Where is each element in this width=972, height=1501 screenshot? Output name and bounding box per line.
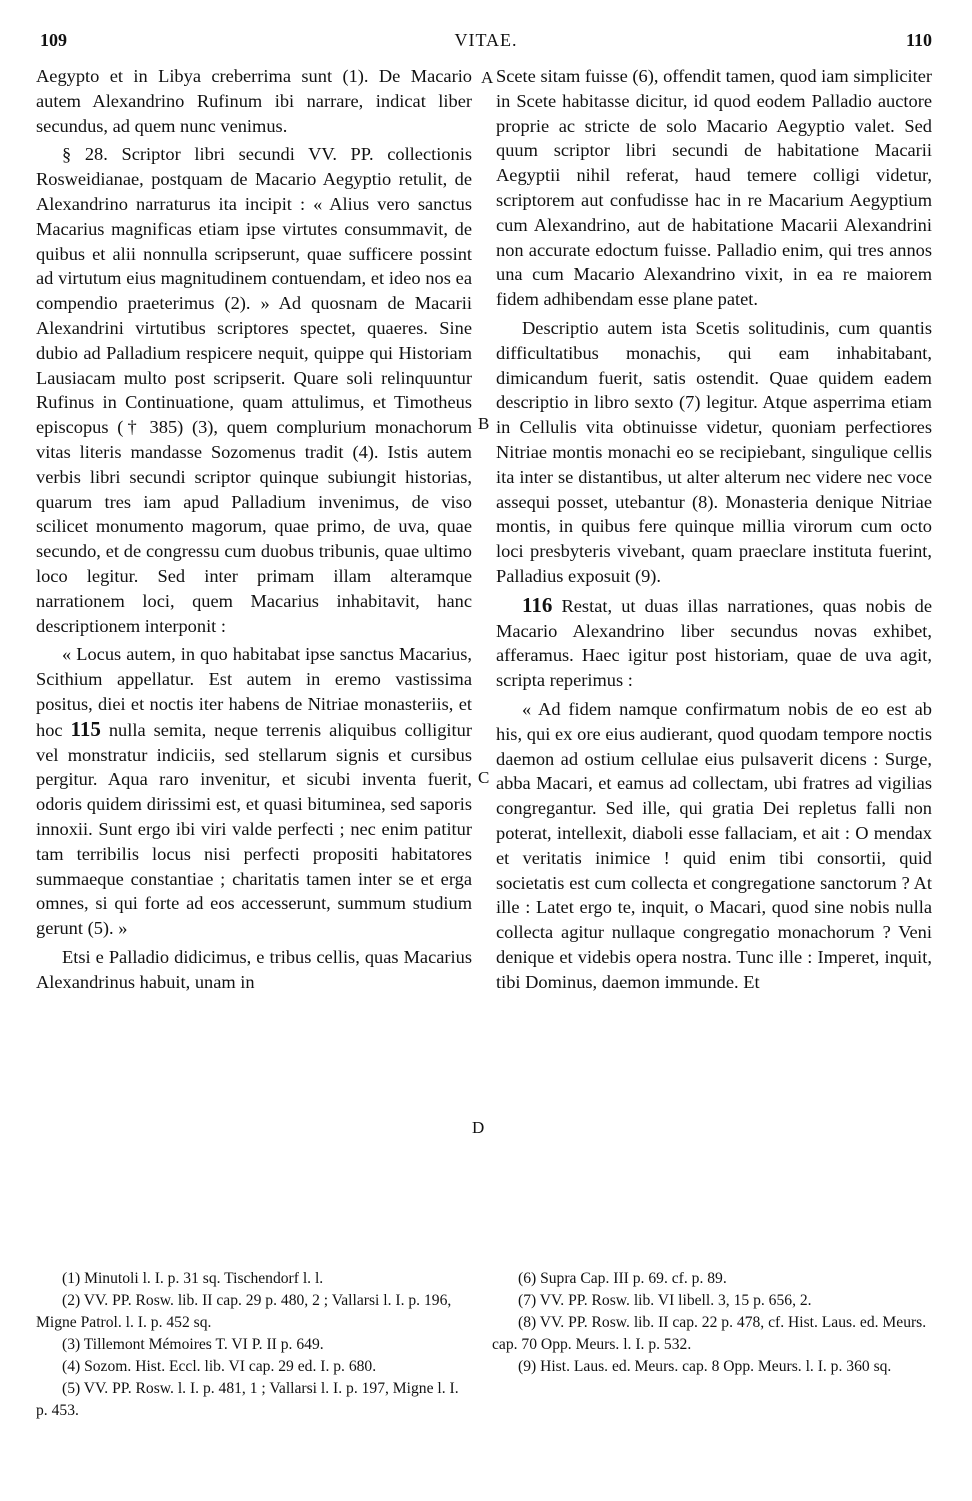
section-number-116: 116	[522, 592, 553, 617]
quote-part-a: « Locus autem, in quo habitabat ipse sanctus Macarius, Scithium appellatur. Est autem in eremo vastissima positus, diei et noctis iter habens de Nitriae monasteriis, et hoc	[36, 644, 472, 740]
footnote-8: (8) VV. PP. Rosw. lib. II cap. 22 p. 478, cf. Hist. Laus. ed. Meurs. cap. 70 Opp. Meurs. l. I. p. 532.	[492, 1314, 927, 1353]
footnote-7: (7) VV. PP. Rosw. lib. VI libell. 3, 15 p. 656, 2.	[518, 1292, 812, 1309]
left-paragraph-4: Etsi e Palladio didicimus, e tribus cellis, quas Macarius Alexandrinus habuit, unam in	[36, 946, 472, 992]
right-paragraph-4: « Ad fidem namque confirmatum nobis de eo est ab his, qui ex ore eius audierant, quod quodam tempore noctis daemon ad ostium cellulae eius pulsaverit dicens : Surge, abba Macari, et eamus ad collectam, ubi fratres ad vigilias congregantur. Sed ille, qui gratia Dei repletus falli non poterat, intellexit, diaboli esse fallaciam, et ait : O mendax et veritatis inimice ! quid enim tibi consortii, quid societatis est cum collecta et congregatione sanctorum ? At ille : Latet ergo te, inquit, o Macari, quod sine nobis nulla collecta agitur nullaque congregatio monachorum ? Veni denique et videbis opera nostra. Tunc ille : Imperet, inquit, tibi Dominus, daemon immunde. Et	[496, 698, 932, 992]
footnote-6: (6) Supra Cap. III p. 69. cf. p. 89.	[518, 1270, 727, 1287]
right-paragraph-1: Scete sitam fuisse (6), offendit tamen, quod iam simpliciter in Scete habitasse dicitur, id quod eodem Palladio auctore proprie ac stricte de solo Macario Aegyptio valet. Sed quum scriptor libri secundi de habitatione Macarii Aegyptii nihil referat, haud temere colligi videtur, scriptorem aut confudisse hac in re Macarium Aegyptium cum Alexandrino, aut de habitatione Macarii Alexandrini non accurate edoctum fuisse. Palladio enim, qui tres annos una cum Macario Alexandrino vixit, in ea re maiorem fidem adhibendam esse plane patet.	[496, 66, 932, 310]
right-column	[496, 64, 932, 998]
margin-letter-a: A	[481, 68, 494, 87]
quote-part-b: nulla semita, neque terrenis aliquibus colligitur vel monstratur indiciis, sed stellarum signis et cursibus pergitur. Aqua raro invenitur, et sicubi inventa fuerit, odoris quidem dirissimi est, et quasi bituminea, sed saporis innoxii. Sunt ergo ibi viri valde perfecti ; nec enim patitur tam terribilis locus nisi perfecti propositi habitatores summaeque constantiae ; charitatis tamen inter se et erga omnes, si qui forte ad eos accesserunt, summum studium gerunt (5). »	[36, 719, 472, 939]
footnote-9: (9) Hist. Laus. ed. Meurs. cap. 8 Opp. Meurs. l. I. p. 360 sq.	[518, 1358, 892, 1375]
left-paragraph-2: § 28. Scriptor libri secundi VV. PP. collectionis Rosweidianae, postquam de Macario Aegyptio retulit, de Alexandrino narraturus ita incipit : « Alius vero sanctus Macarius magnificas etiam ipse virtutes consummavit, de quibus et alii nonnulla scripserunt, quae sufficere possint ad virtutum eius magnitudinem contuendam, et ideo nos ea compendio praeterimus (2). » Ad quosnam de Macarii Alexandrini virtutibus scriptores spectet, quaeres. Sine dubio ad Palladium respicere nequit, quippe qui Historiam Lausiacam multo post scripserit. Quare soli relinquuntur Rufinus in Continuatione, quam attulimus, et Timotheus episcopus († 385) (3), quem complurium monachorum vitas literis mandasse Sozomenus tradit (4). Istis autem verbis libri secundi scriptor quinque subiungit historias, quarum tres iam apud Palladium invenimus, de viso scilicet monumento magorum, quae primo, de uva, quae secundo, et de congressu cum duobus tribunis, quae ultimo loco legitur. Sed inter primam illam alteramque narrationem loci, quem Macarius inhabitavit, hanc descriptionem interponit :	[36, 144, 472, 636]
footnote-4: (4) Sozom. Hist. Eccl. lib. VI cap. 29 ed. I. p. 680.	[62, 1358, 377, 1375]
footnote-5: (5) VV. PP. Rosw. l. I. p. 481, 1 ; Vallarsi l. I. p. 197, Migne l. I. p. 453.	[36, 1380, 459, 1419]
footnotes-right	[492, 1268, 932, 1378]
left-paragraph-3	[36, 642, 472, 941]
right-paragraph-3-text: Restat, ut duas illas narrationes, quas nobis de Macario Alexandrino liber secundus novas exhibet, afferamus. Haec igitur post historiam, quae de uva agit, scripta reperimus :	[496, 595, 932, 691]
right-page-number: 110	[905, 30, 932, 50]
footnote-3: (3) Tillemont Mémoires T. VI P. II p. 649.	[62, 1336, 324, 1353]
footnote-1: (1) Minutoli l. I. p. 31 sq. Tischendorf l. l.	[62, 1270, 324, 1287]
section-number-115: 115	[70, 716, 101, 741]
footnote-2: (2) VV. PP. Rosw. lib. II cap. 29 p. 480, 2 ; Vallarsi l. I. p. 196, Migne Patrol. l. I. p. 452 sq.	[36, 1292, 452, 1331]
footnotes-left	[36, 1268, 472, 1422]
margin-letter-d: D	[472, 1118, 485, 1137]
left-column	[36, 64, 472, 998]
margin-letter-b: B	[478, 414, 490, 433]
left-paragraph-1: Aegypto et in Libya creberrima sunt (1). De Macario autem Alexandrino Rufinum ibi narrare, indicat liber secundus, ad quem nunc venimus.	[36, 66, 472, 136]
running-title: VITAE.	[454, 30, 518, 50]
right-paragraph-3	[496, 593, 932, 693]
margin-letter-c: C	[478, 768, 490, 787]
left-page-number: 109	[40, 30, 67, 50]
right-paragraph-2: Descriptio autem ista Scetis solitudinis, cum quantis difficultatibus monachis, qui eam inhabitabant, dimicandum fuerit, satis ostendit. Quae quidem eadem descriptio in libro sexto (7) legitur. Atque asperrima etiam in Cellulis vita obtinuisse videtur, quoniam perfectiores Nitriae montis monachi eo se recipiebant, singulique cellis ita inter se distantibus, ut alter alterum nec videre nec voce assequi posset, utebantur (8). Monasteria denique Nitriae montis, in quibus fere quinque millia virorum cum octo loci presbyteris vivebant, quam praeclare instituta fuerint, Palladius exposuit (9).	[496, 317, 932, 586]
